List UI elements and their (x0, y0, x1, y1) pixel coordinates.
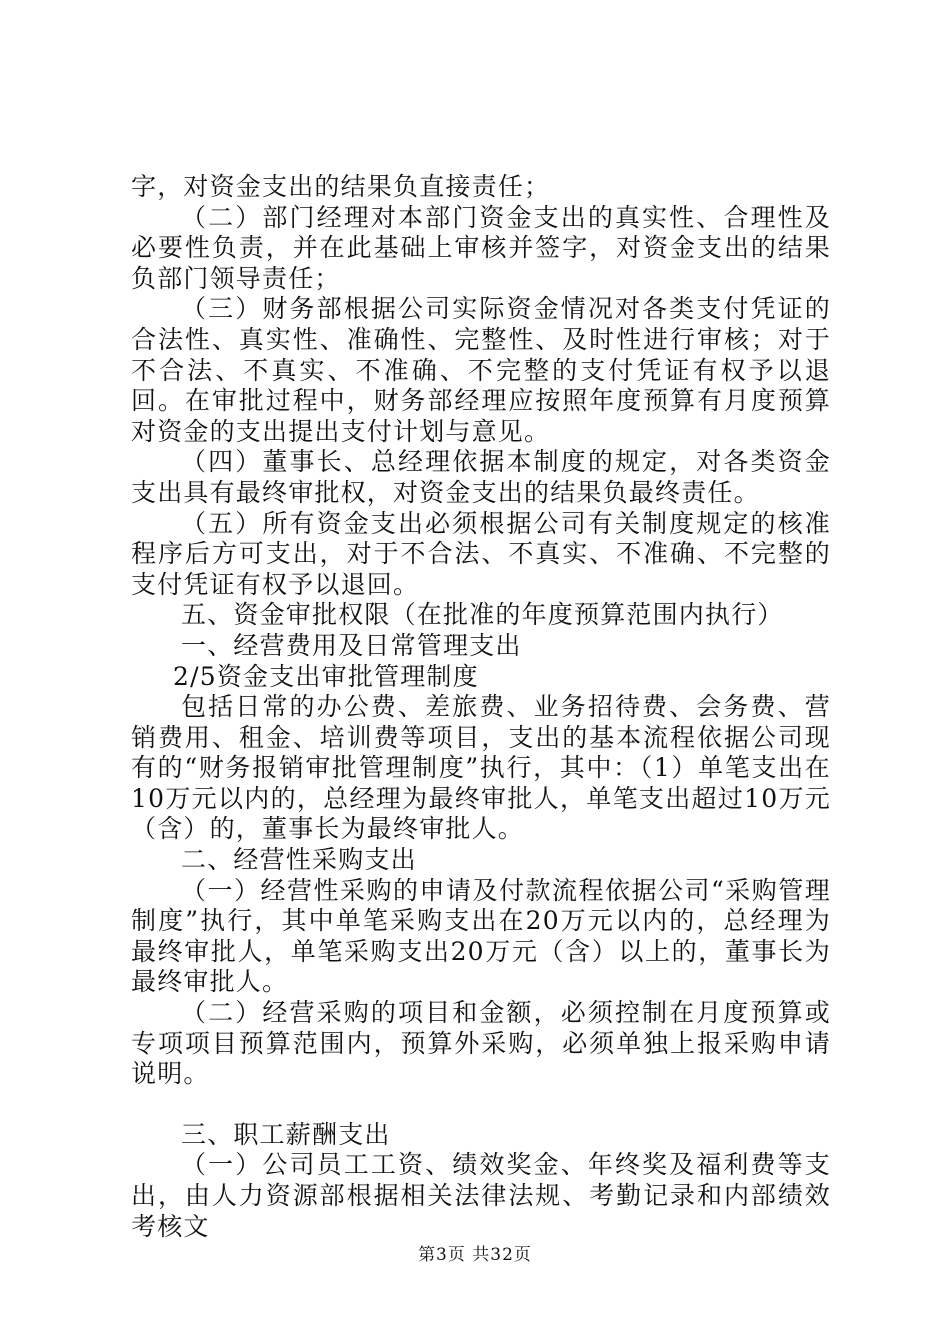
running-title: 2/5资金支出审批管理制度 (173, 661, 479, 691)
page-number-footer: 第3页 共32页 (418, 1245, 532, 1265)
paragraph-procurement-2: （二）经营采购的项目和金额，必须控制在月度预算或专项项目预算范围内，预算外采购，必须单独上报采购申请说明。 (131, 998, 831, 1089)
subsection-heading-3: 三、职工薪酬支出 (181, 1119, 391, 1149)
paragraph-operating-expenses: 包括日常的办公费、差旅费、业务招待费、会务费、营销费用、租金、培训费等项目，支出的基本流程依据公司现有的“财务报销审批管理制度”执行，其中：（1）单笔支出在10万元以内的，总经理为最终审批人，单笔支出超过10万元（含）的，董事长为最终审批人。 (131, 692, 831, 844)
blank-line (131, 1090, 831, 1120)
paragraph-procurement-1: （一）经营性采购的申请及付款流程依据公司“采购管理制度”执行，其中单笔采购支出在20万元以内的，总经理为最终审批人，单笔采购支出20万元（含）以上的，董事长为最终审批人。 (131, 875, 831, 997)
subsection-heading-2: 二、经营性采购支出 (181, 845, 417, 875)
paragraph-continuation: 字，对资金支出的结果负直接责任； (131, 172, 551, 201)
paragraph-item-3: （三）财务部根据公司实际资金情况对各类支付凭证的合法性、真实性、准确性、完整性、及时性进行审核；对于不合法、不真实、不准确、不完整的支付凭证有权予以退回。在审批过程中，财务部经理应按照年度预算有月度预算对资金的支出提出支付计划与意见。 (131, 294, 831, 446)
subsection-heading-1: 一、经营费用及日常管理支出 (181, 630, 522, 660)
paragraph-item-4: （四）董事长、总经理依据本制度的规定，对各类资金支出具有最终审批权，对资金支出的结果负最终责任。 (131, 447, 831, 507)
section-heading-5: 五、资金审批权限（在批准的年度预算范围内执行） (181, 600, 784, 630)
paragraph-salary-1: （一）公司员工工资、绩效奖金、年终奖及福利费等支出，由人力资源部根据相关法律法规、考勤记录和内部绩效考核文 (131, 1150, 831, 1241)
document-body (131, 172, 831, 1242)
paragraph-item-2: （二）部门经理对本部门资金支出的真实性、合理性及必要性负责，并在此基础上审核并签字，对资金支出的结果负部门领导责任； (131, 202, 831, 293)
paragraph-item-5: （五）所有资金支出必须根据公司有关制度规定的核准程序后方可支出，对于不合法、不真实、不准确、不完整的支付凭证有权予以退回。 (131, 508, 831, 599)
